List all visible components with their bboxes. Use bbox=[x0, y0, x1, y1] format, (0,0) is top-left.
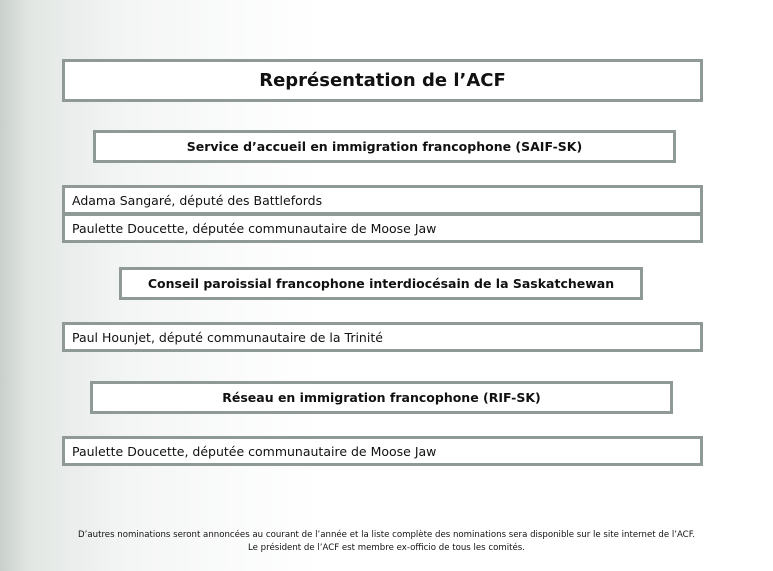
member-row: Adama Sangaré, député des Battlefords bbox=[62, 185, 703, 215]
footer-line-nominations: D’autres nominations seront annoncées au courant de l’année et la liste complète des nominations sera disponible sur le site internet de l’ACF. bbox=[78, 530, 695, 540]
organization-header-saif: Service d’accueil en immigration francophone (SAIF-SK) bbox=[93, 130, 676, 163]
member-row: Paulette Doucette, députée communautaire de Moose Jaw bbox=[62, 213, 703, 243]
organization-header-conseil-paroissial: Conseil paroissial francophone interdiocésain de la Saskatchewan bbox=[119, 267, 643, 300]
organization-header-rif: Réseau en immigration francophone (RIF-SK) bbox=[90, 381, 673, 414]
page-title: Représentation de l’ACF bbox=[62, 59, 703, 102]
footer-note bbox=[0, 529, 773, 555]
footer-line-president: Le président de l’ACF est membre ex-officio de tous les comités. bbox=[247, 543, 525, 553]
member-row: Paul Hounjet, député communautaire de la Trinité bbox=[62, 322, 703, 352]
member-row: Paulette Doucette, députée communautaire de Moose Jaw bbox=[62, 436, 703, 466]
